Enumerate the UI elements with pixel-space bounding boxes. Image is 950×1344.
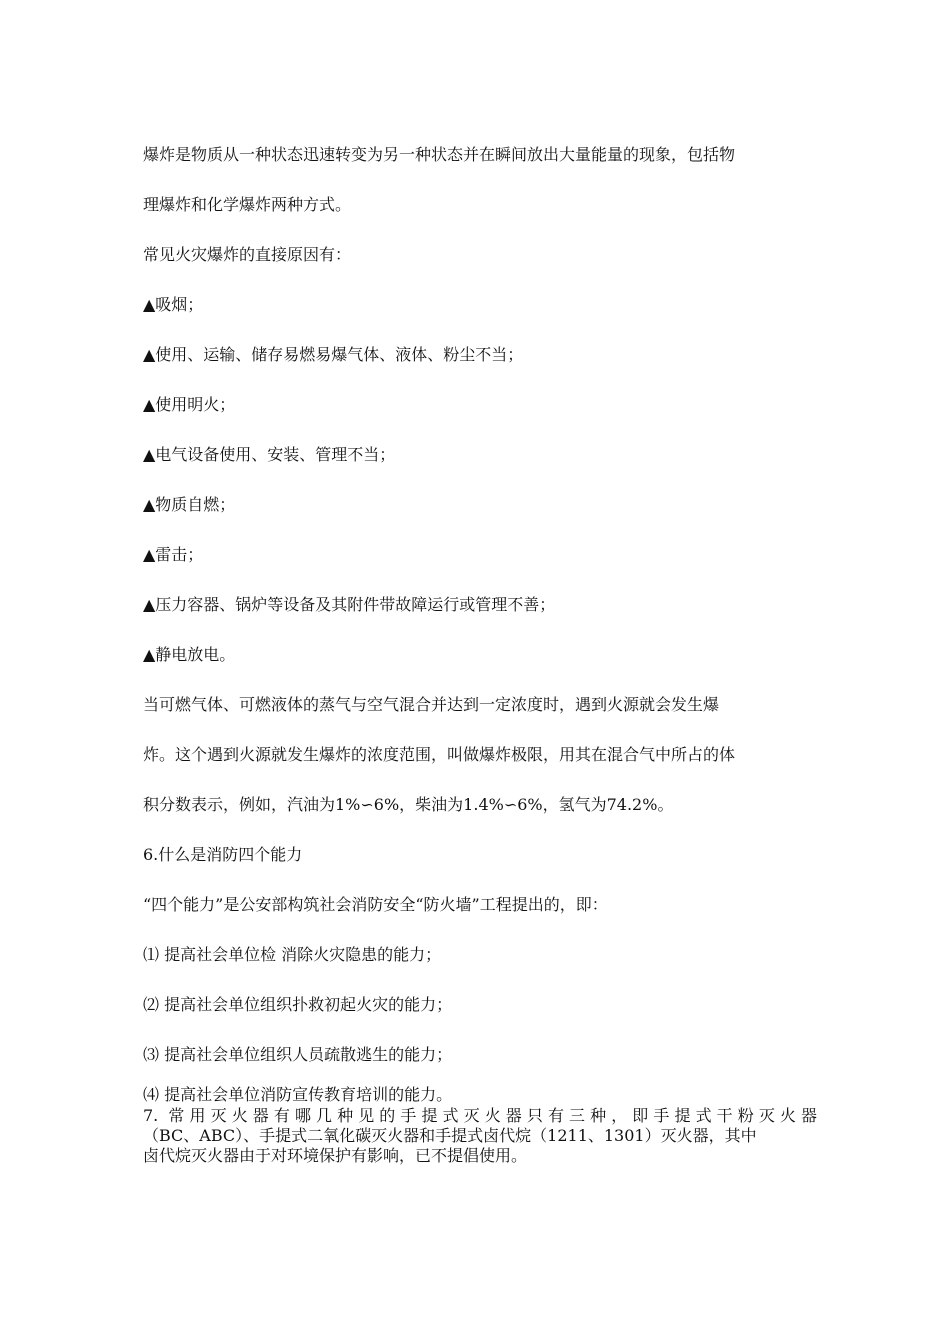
section-heading-four-abilities: 6.什么是消防四个能力 — [143, 845, 303, 864]
paragraph-explosion-definition-line-2: 理爆炸和化学爆炸两种方式。 — [143, 195, 352, 214]
list-item-cause-self-ignition: ▲物质自燃； — [143, 495, 236, 514]
paragraph-fire-extinguishers — [143, 1106, 817, 1166]
fire-extinguishers-line-2: （BC、ABC）、手提式二氧化碳灭火器和手提式卤代烷（1211、1301）灭火器，其中 — [143, 1126, 757, 1145]
list-item-ability-3: ⑶ 提高社会单位组织人员疏散逃生的能力； — [143, 1045, 453, 1064]
paragraph-explosion-limit-line-3: 积分数表示，例如，汽油为1%∽6%，柴油为1.4%∽6%，氢气为74.2%。 — [143, 795, 674, 814]
paragraph-explosion-definition-line-1: 爆炸是物质从一种状态迅速转变为另一种状态并在瞬间放出大量能量的现象，包括物 — [143, 145, 736, 164]
list-item-ability-1: ⑴ 提高社会单位检 消除火灾隐患的能力； — [143, 945, 442, 964]
fire-extinguishers-line-1: 7. 常用灭火器有哪几种见的手提式灭火器只有三种，即手提式干粉灭火器 — [143, 1106, 817, 1125]
list-item-cause-electrical: ▲电气设备使用、安装、管理不当； — [143, 445, 396, 464]
list-item-cause-smoking: ▲吸烟； — [143, 295, 204, 314]
list-item-cause-handling: ▲使用、运输、储存易燃易爆气体、液体、粉尘不当； — [143, 345, 524, 364]
paragraph-explosion-limit-line-1: 当可燃气体、可燃液体的蒸气与空气混合并达到一定浓度时，遇到火源就会发生爆 — [143, 695, 720, 714]
list-item-cause-pressure-vessel: ▲压力容器、锅炉等设备及其附件带故障运行或管理不善； — [143, 595, 556, 614]
fire-extinguishers-line-3: 卤代烷灭火器由于对环境保护有影响，已不提倡使用。 — [143, 1146, 528, 1165]
list-item-cause-lightning: ▲雷击； — [143, 545, 204, 564]
list-item-cause-open-fire: ▲使用明火； — [143, 395, 236, 414]
paragraph-causes-heading: 常见火灾爆炸的直接原因有： — [143, 245, 352, 264]
paragraph-explosion-limit-line-2: 炸。这个遇到火源就发生爆炸的浓度范围，叫做爆炸极限，用其在混合气中所占的体 — [143, 745, 736, 764]
paragraph-four-abilities-intro: “四个能力”是公安部构筑社会消防安全“防火墙”工程提出的，即： — [143, 895, 608, 914]
list-item-cause-static: ▲静电放电。 — [143, 645, 236, 664]
list-item-ability-2: ⑵ 提高社会单位组织扑救初起火灾的能力； — [143, 995, 453, 1014]
list-item-ability-4: ⑷ 提高社会单位消防宣传教育培训的能力。 — [143, 1085, 453, 1104]
